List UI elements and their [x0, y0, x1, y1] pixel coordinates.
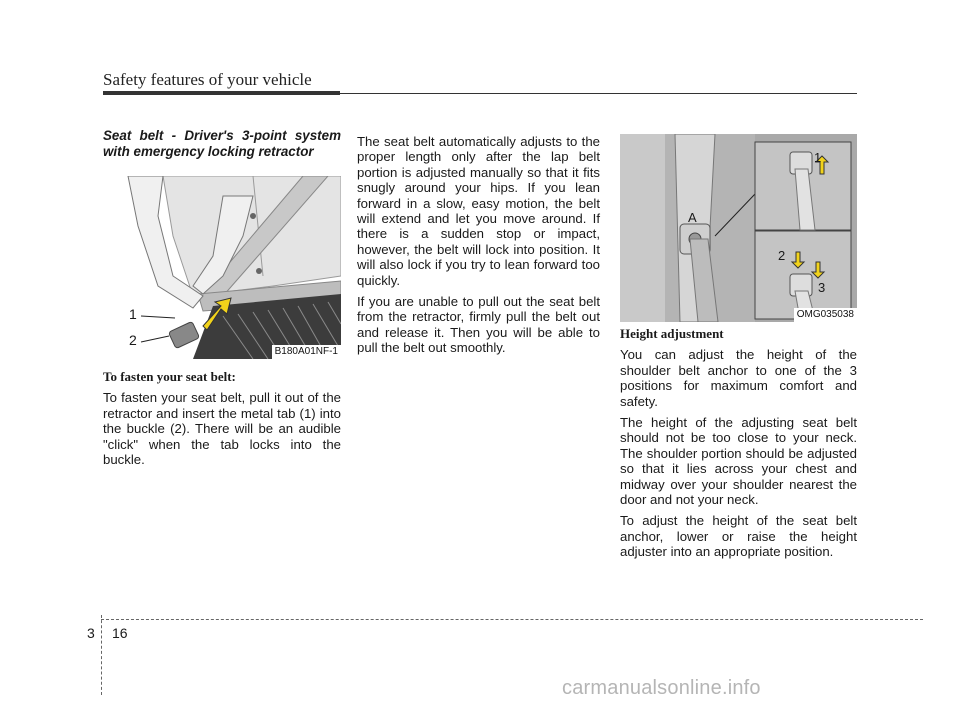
height-adjuster-figure	[620, 134, 857, 322]
callout-1-label: 1	[814, 150, 822, 165]
seatbelt-fastening-illustration	[103, 176, 341, 359]
callout-2-label: 2	[129, 332, 137, 348]
section-heading: Seat belt - Driver's 3-point system with emergency locking retractor	[103, 128, 341, 159]
seatbelt-fastening-figure	[103, 176, 341, 359]
page-number: 16	[112, 625, 128, 641]
paragraph: The seat belt automatically adjusts to the proper length only after the lap belt portion is adjusted manually so that it fits snugly around your hips. If you lean forward in a slow, easy motion, the belt will extend and let you move around. If there is a sudden stop or impact, however, the belt will lock into position. It will also lock if you try to lean forward too quickly.	[357, 134, 600, 288]
header-rule-thick	[103, 91, 340, 95]
column-right	[620, 326, 857, 566]
paragraph: You can adjust the height of the shoulder belt anchor to one of the 3 positions for maximum comfort and safety.	[620, 347, 857, 409]
height-adjustment-subheading: Height adjustment	[620, 326, 724, 341]
fasten-subheading: To fasten your seat belt:	[103, 369, 236, 384]
fasten-paragraph: To fasten your seat belt, pull it out of the retractor and insert the metal tab (1) into the buckle (2). There will be an audible "click" when the tab locks into the buckle.	[103, 390, 341, 468]
paragraph: If you are unable to pull out the seat belt from the retractor, firmly pull the belt out and release it. Then you will be able to pull the belt out smoothly.	[357, 294, 600, 356]
page-header-title: Safety features of your vehicle	[103, 70, 312, 89]
footer-rule	[101, 619, 923, 620]
chapter-number: 3	[87, 625, 95, 641]
callout-3-label: 3	[818, 280, 826, 295]
callout-2-label: 2	[778, 248, 786, 263]
paragraph: To adjust the height of the seat belt anchor, lower or raise the height adjuster into an appropriate position.	[620, 513, 857, 560]
paragraph: The height of the adjusting seat belt should not be too close to your neck. The shoulder portion should be adjusted so that it lies across your chest and midway over your shoulder nearest the door and not your neck.	[620, 415, 857, 508]
callout-1-label: 1	[129, 306, 137, 322]
watermark-text: carmanualsonline.info	[562, 677, 761, 699]
callout-a-label: A	[688, 210, 697, 225]
footer-divider	[101, 615, 103, 695]
figure-code: OMG035038	[794, 308, 857, 322]
column-left-body	[103, 369, 341, 473]
header-rule-thin	[340, 93, 857, 94]
column-middle	[357, 134, 600, 362]
column-left	[103, 128, 341, 170]
figure-code: B180A01NF-1	[272, 345, 341, 359]
